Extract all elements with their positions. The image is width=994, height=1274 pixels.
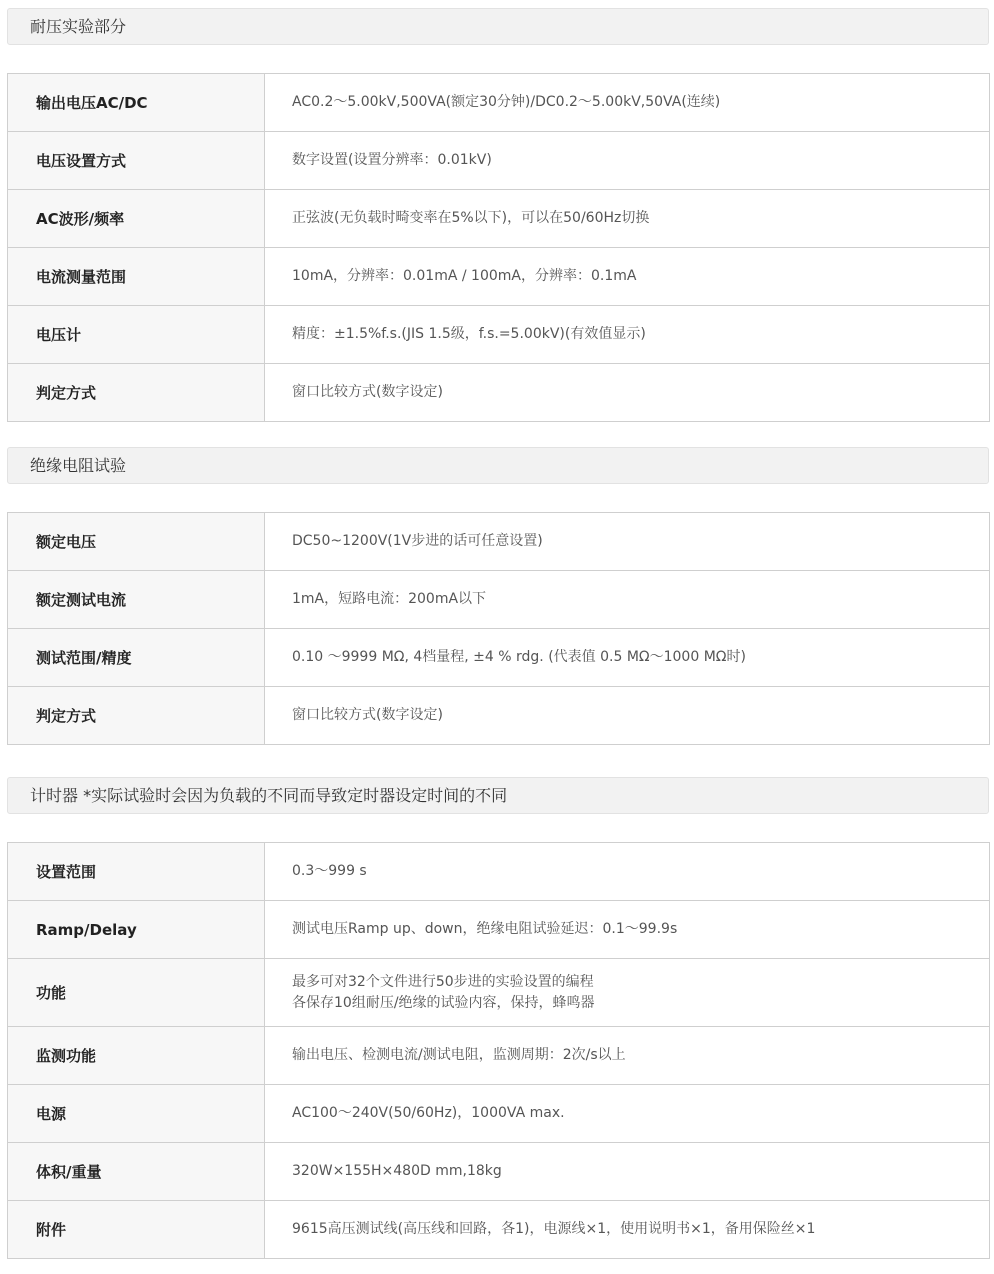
row-label: 电压设置方式 <box>8 132 265 190</box>
row-value: 数字设置(设置分辨率：0.01kV) <box>265 132 990 190</box>
table-row <box>8 190 990 248</box>
table-row <box>8 571 990 629</box>
table-row <box>8 1201 990 1259</box>
table-row <box>8 74 990 132</box>
row-value: AC100～240V(50/60Hz)，1000VA max. <box>265 1085 990 1143</box>
row-label: 附件 <box>8 1201 265 1259</box>
table-row <box>8 959 990 1027</box>
row-value: AC0.2～5.00kV,500VA(额定30分钟)/DC0.2～5.00kV,50VA(连续) <box>265 74 990 132</box>
row-value: 输出电压、检测电流/测试电阻，监测周期：2次/s以上 <box>265 1027 990 1085</box>
row-label: 额定电压 <box>8 513 265 571</box>
table-row <box>8 1027 990 1085</box>
row-value: 9615高压测试线(高压线和回路，各1)，电源线×1，使用说明书×1，备用保险丝×1 <box>265 1201 990 1259</box>
withstand-voltage-spec-table <box>7 73 990 422</box>
row-label: 功能 <box>8 959 265 1027</box>
table-row <box>8 901 990 959</box>
row-value: 10mA，分辨率：0.01mA / 100mA，分辨率：0.1mA <box>265 248 990 306</box>
table-row <box>8 513 990 571</box>
row-label: 额定测试电流 <box>8 571 265 629</box>
section-title-insulation-resistance: 绝缘电阻试验 <box>7 447 989 484</box>
table-row <box>8 132 990 190</box>
row-label: 监测功能 <box>8 1027 265 1085</box>
row-value: 320W×155H×480D mm,18kg <box>265 1143 990 1201</box>
row-label: AC波形/频率 <box>8 190 265 248</box>
row-label: 测试范围/精度 <box>8 629 265 687</box>
row-value <box>265 959 990 1027</box>
table-row <box>8 306 990 364</box>
row-label: 电流测量范围 <box>8 248 265 306</box>
table-row <box>8 1085 990 1143</box>
timer-spec-table <box>7 842 990 1259</box>
row-value: 精度：±1.5%f.s.(JIS 1.5级，f.s.=5.00kV)(有效值显示) <box>265 306 990 364</box>
table-row <box>8 843 990 901</box>
row-value: 0.3～999 s <box>265 843 990 901</box>
table-row <box>8 687 990 745</box>
row-label: 输出电压AC/DC <box>8 74 265 132</box>
row-value: 0.10 ～9999 MΩ, 4档量程, ±4 % rdg. (代表值 0.5 MΩ～1000 MΩ时) <box>265 629 990 687</box>
section-title-timer: 计时器 *实际试验时会因为负载的不同而导致定时器设定时间的不同 <box>7 777 989 814</box>
row-label: Ramp/Delay <box>8 901 265 959</box>
row-value: 窗口比较方式(数字设定) <box>265 687 990 745</box>
row-value: DC50~1200V(1V步进的话可任意设置) <box>265 513 990 571</box>
row-label: 判定方式 <box>8 364 265 422</box>
table-row <box>8 1143 990 1201</box>
row-value: 正弦波(无负载时畸变率在5%以下)，可以在50/60Hz切换 <box>265 190 990 248</box>
insulation-resistance-spec-table <box>7 512 990 745</box>
table-row <box>8 364 990 422</box>
row-label: 电压计 <box>8 306 265 364</box>
table-row <box>8 629 990 687</box>
row-value: 测试电压Ramp up、down，绝缘电阻试验延迟：0.1～99.9s <box>265 901 990 959</box>
row-label: 电源 <box>8 1085 265 1143</box>
row-value-line: 最多可对32个文件进行50步进的实验设置的编程 <box>292 973 594 990</box>
row-label: 体积/重量 <box>8 1143 265 1201</box>
row-value: 窗口比较方式(数字设定) <box>265 364 990 422</box>
table-row <box>8 248 990 306</box>
row-value: 1mA，短路电流：200mA以下 <box>265 571 990 629</box>
row-label: 判定方式 <box>8 687 265 745</box>
row-value-line: 各保存10组耐压/绝缘的试验内容，保持，蜂鸣器 <box>292 994 595 1011</box>
row-label: 设置范围 <box>8 843 265 901</box>
section-title-withstand-voltage: 耐压实验部分 <box>7 8 989 45</box>
